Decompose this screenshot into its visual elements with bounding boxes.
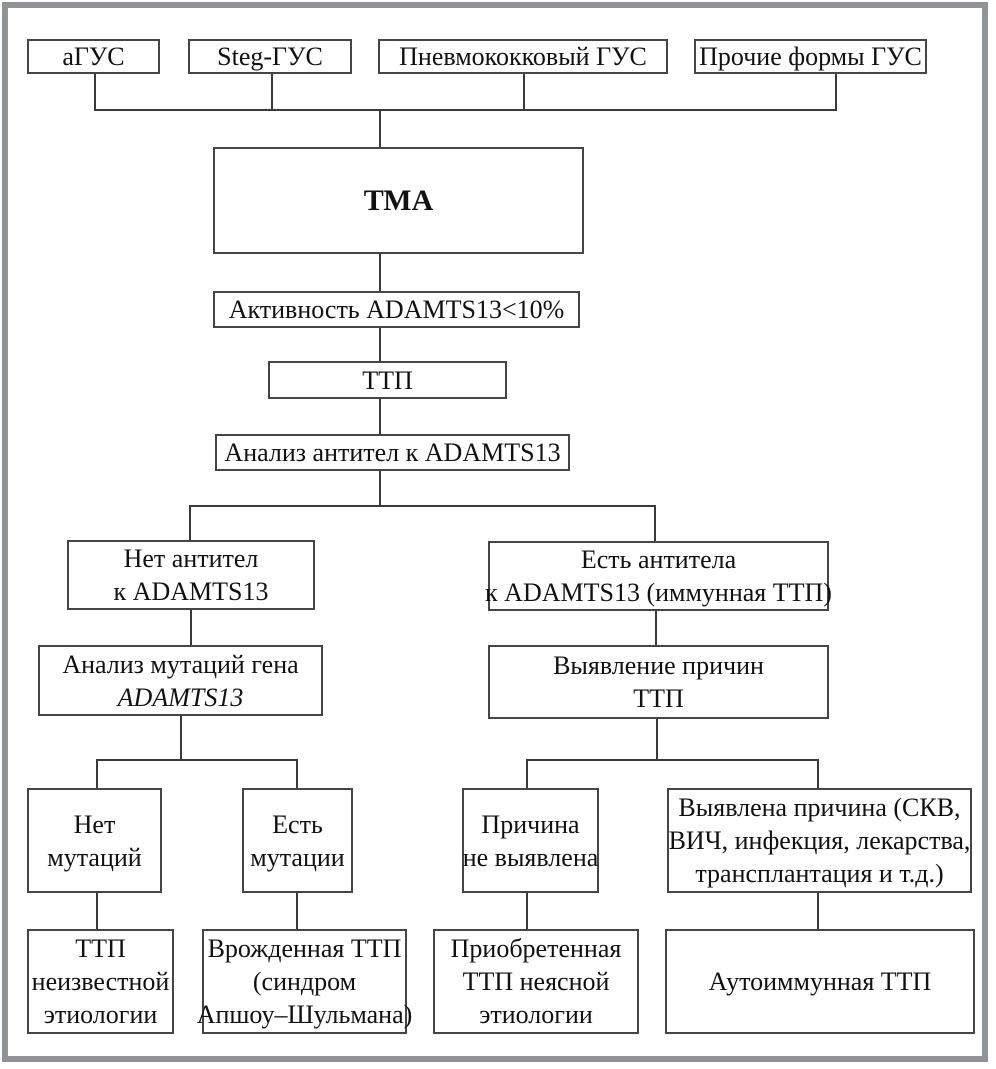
node-label-line: этиологии [479, 1000, 593, 1029]
node-steg-gus [188, 39, 352, 74]
node-label-line: ВИЧ, инфекция, лекарства, [668, 826, 971, 855]
node-other-gus-forms [694, 39, 927, 74]
node-label-line: мутаций [47, 842, 142, 872]
node-label-line: Выявлена причина (СКВ, [678, 793, 961, 822]
node-pneumococcal-gus [378, 39, 668, 74]
node-congenital-ttp [196, 929, 413, 1034]
node-label-line: к ADAMTS13 [113, 577, 269, 606]
node-label: Steg-ГУС [217, 42, 323, 71]
node-label-line: Причина [481, 809, 580, 839]
node-label-line: не выявлена [462, 842, 599, 872]
node-agus [27, 39, 160, 74]
node-autoimmune-ttp [665, 929, 975, 1034]
node-gene-mutation-analysis [38, 645, 323, 716]
node-antibody-analysis [215, 434, 570, 471]
node-label-line: ТТП [75, 934, 126, 963]
node-label-line: Апшоу–Шульмана) [196, 1000, 413, 1029]
node-antibodies-present [485, 541, 832, 611]
node-label-line: к ADAMTS13 (иммунная ТТП) [485, 578, 832, 607]
node-ttp-unknown-etiology [27, 929, 174, 1034]
node-label-line: этиологии [43, 1000, 158, 1029]
node-label-line: Приобретенная [450, 934, 622, 963]
node-label-line: Нет антител [123, 544, 259, 573]
node-cause-identification [488, 645, 829, 719]
node-label-line: (синдром [252, 967, 357, 996]
node-label: Аутоиммунная ТТП [708, 967, 932, 996]
node-cause-not-found [462, 788, 599, 893]
node-label: ТМА [363, 184, 434, 217]
node-label-line: Выявление причин [553, 651, 764, 680]
node-label-line: ТТП неясной [462, 967, 610, 996]
node-label: Активность ADAMTS13<10% [228, 295, 565, 324]
node-label-line: мутации [250, 842, 345, 872]
node-label-line: Есть [272, 809, 323, 839]
node-cause-found [667, 788, 972, 893]
node-mutations-present [242, 788, 353, 893]
node-label-line: ТТП [633, 684, 684, 713]
node-acquired-ttp [433, 929, 639, 1034]
node-ttp [268, 361, 507, 399]
node-no-antibodies [67, 540, 315, 610]
node-label-line: трансплантация и т.д.) [695, 859, 944, 888]
node-label-line: Нет [73, 809, 116, 839]
node-label: Прочие формы ГУС [699, 42, 922, 71]
node-adamts13-activity [213, 291, 580, 328]
node-tma [213, 147, 584, 254]
node-label-line: неизвестной [31, 967, 170, 996]
node-label-line: Анализ мутаций гена [62, 649, 299, 679]
node-label: аГУС [62, 42, 125, 71]
node-no-mutations [27, 788, 162, 893]
node-label-line: Врожденная ТТП [207, 934, 402, 963]
node-label: Пневмококковый ГУС [399, 42, 647, 71]
gene-name-italic: ADAMTS13 [117, 682, 244, 712]
node-label: Анализ антител к ADAMTS13 [224, 438, 561, 467]
node-label-line: Есть антитела [580, 545, 737, 574]
node-label: ТТП [362, 365, 413, 395]
